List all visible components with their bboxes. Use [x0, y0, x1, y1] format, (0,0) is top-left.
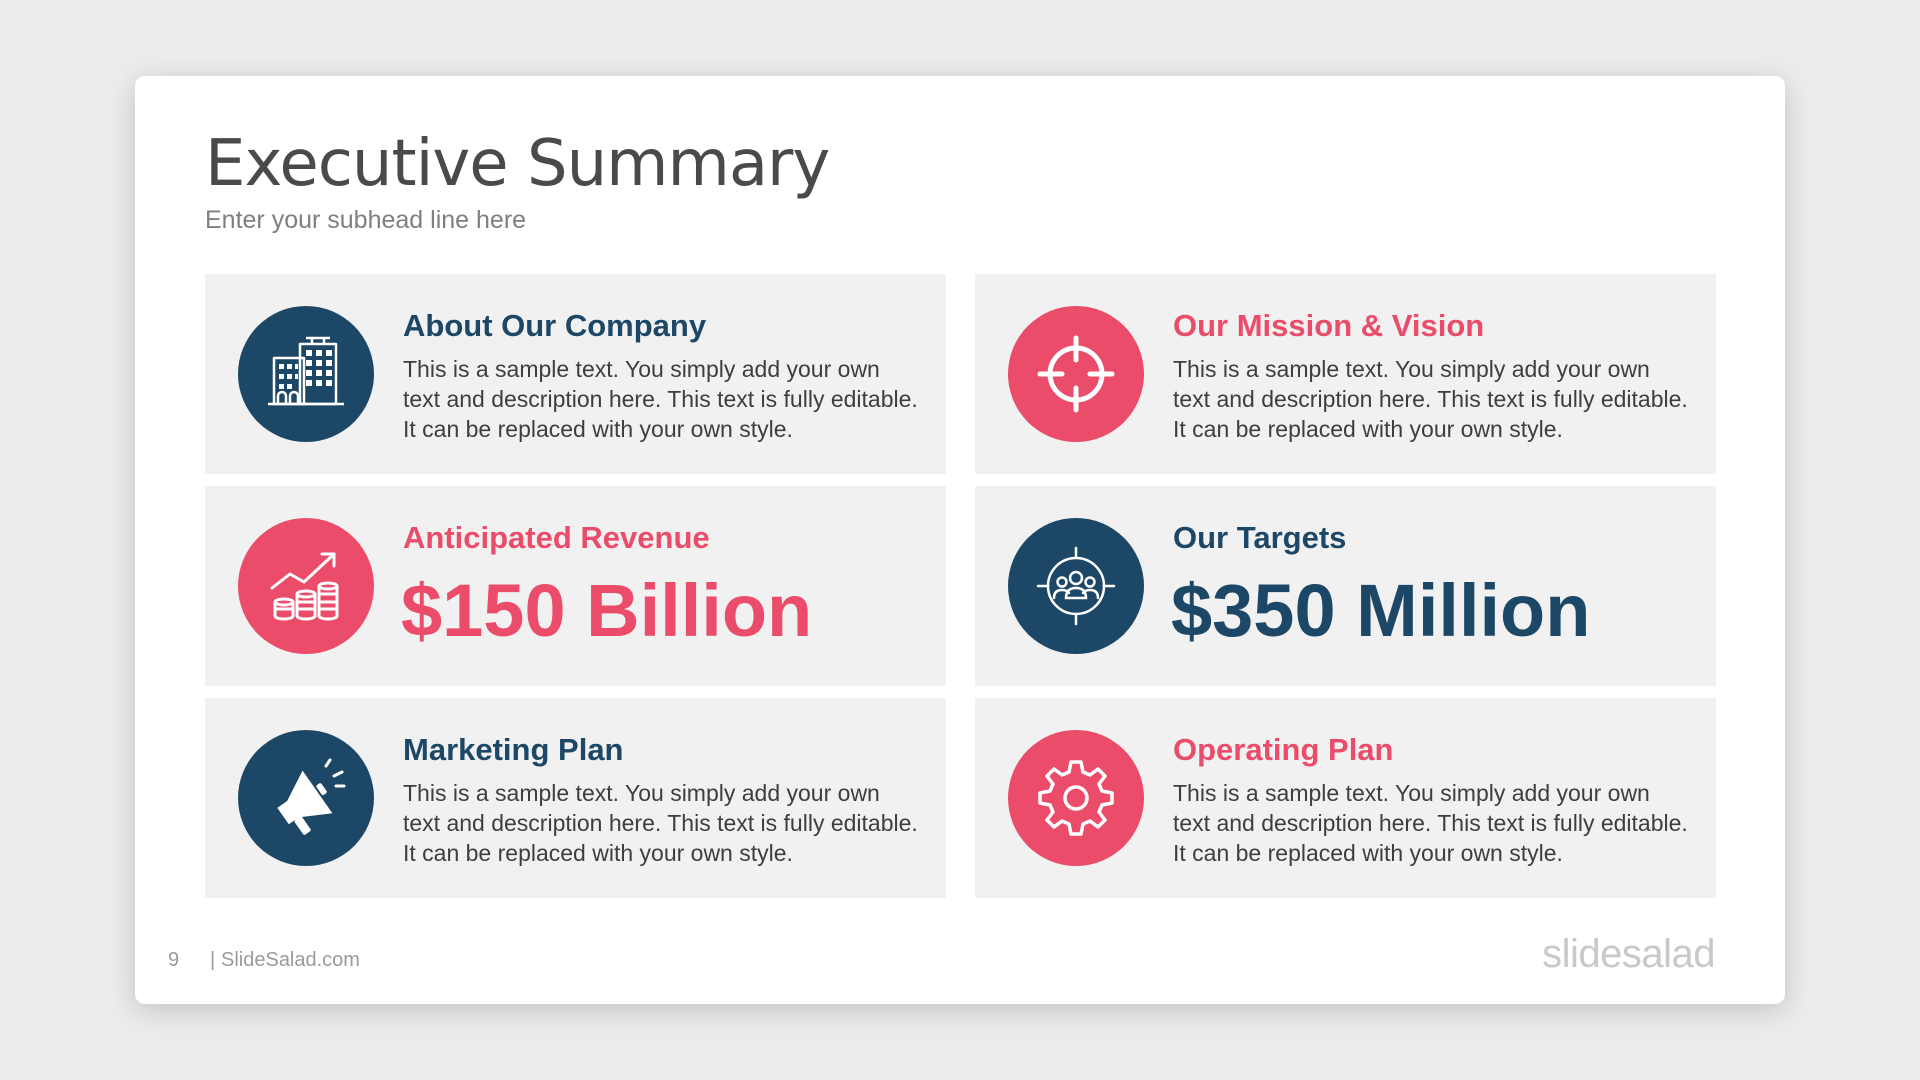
card-operating-plan [975, 698, 1716, 898]
card-text: This is a sample text. You simply add your own text and description here. This text is fully editable. It can be replaced with your own style. [403, 780, 918, 866]
card-title: Marketing Plan [403, 732, 624, 767]
card-anticipated-revenue [205, 486, 946, 686]
card-marketing-plan [205, 698, 946, 898]
targets-value: $350 Million [1171, 569, 1591, 652]
card-about-company [205, 274, 946, 474]
card-text: This is a sample text. You simply add your own text and description here. This text is fully editable. It can be replaced with your own style. [403, 356, 918, 442]
target-audience-icon [1034, 544, 1118, 628]
card-mission-vision [975, 274, 1716, 474]
footer-separator: | [210, 949, 216, 971]
revenue-growth-icon [264, 544, 348, 628]
icon-circle [1008, 306, 1144, 442]
card-our-targets [975, 486, 1716, 686]
slide [135, 76, 1785, 1004]
card-title: Our Mission & Vision [1173, 308, 1485, 343]
card-title: Anticipated Revenue [403, 520, 710, 555]
slide-subtitle: Enter your subhead line here [205, 206, 527, 234]
footer-site: SlideSalad.com [221, 949, 360, 971]
card-text: This is a sample text. You simply add your own text and description here. This text is fully editable. It can be replaced with your own style. [1173, 356, 1688, 442]
card-title: About Our Company [403, 308, 707, 343]
buildings-icon [264, 332, 348, 416]
card-title: Our Targets [1173, 520, 1347, 555]
icon-circle [1008, 518, 1144, 654]
gear-icon [1034, 756, 1118, 840]
crosshair-target-icon [1034, 332, 1118, 416]
revenue-value: $150 Billion [401, 569, 813, 652]
page-number: 9 [168, 949, 180, 971]
icon-circle [238, 730, 374, 866]
megaphone-icon [264, 756, 348, 840]
brand-logo: slidesalad [1542, 932, 1715, 976]
slide-title: Executive Summary [205, 127, 830, 201]
icon-circle [238, 306, 374, 442]
icon-circle [238, 518, 374, 654]
icon-circle [1008, 730, 1144, 866]
card-title: Operating Plan [1173, 732, 1394, 767]
card-text: This is a sample text. You simply add your own text and description here. This text is fully editable. It can be replaced with your own style. [1173, 780, 1688, 866]
